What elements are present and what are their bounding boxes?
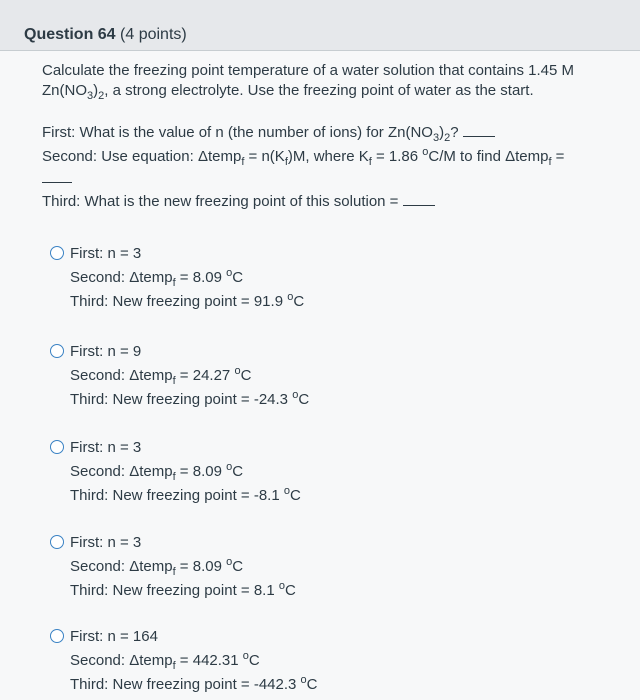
answer-4-third-sup: o: [278, 580, 285, 592]
prompt-sub-3: 3: [87, 90, 94, 102]
answer-3-second-a: Second: Δtemp: [70, 463, 173, 480]
second-sub-j: f: [548, 156, 552, 168]
answer-5-first: First: n = 164: [70, 628, 158, 645]
prompt-text-2a: Zn(NO: [42, 82, 87, 99]
first-instruction: [42, 123, 495, 143]
answer-4-third-c: C: [284, 582, 296, 599]
answer-1-third-c: C: [293, 293, 305, 310]
radio-unchecked-icon[interactable]: [50, 535, 64, 549]
question-points: (4 points): [120, 26, 187, 43]
answer-2-second: [70, 366, 251, 385]
answer-5-third-c: C: [306, 676, 318, 693]
question-title: [24, 26, 187, 44]
answer-option-3[interactable]: [50, 438, 610, 508]
answer-5-second: [70, 651, 260, 670]
answer-1-first: First: n = 3: [70, 245, 142, 262]
answer-option-5[interactable]: [50, 627, 610, 697]
answer-3-first: First: n = 3: [70, 439, 142, 456]
answer-1-second-e: C: [232, 269, 244, 286]
question-body: [0, 51, 640, 700]
answer-3-second-e: C: [232, 463, 244, 480]
third-blank: [403, 195, 435, 206]
second-text-i: C/M to find Δtemp: [428, 148, 549, 165]
answer-3-third-a: Third: New freezing point = -8.1: [70, 487, 284, 504]
answer-4-second-sub: f: [172, 566, 176, 578]
second-sup-h: o: [422, 146, 429, 158]
second-blank-line: [42, 169, 72, 189]
answer-1-second-a: Second: Δtemp: [70, 269, 173, 286]
first-sub-b: 3: [432, 132, 440, 144]
answer-2-third-a: Third: New freezing point = -24.3: [70, 391, 293, 408]
prompt-sub-2: 2: [98, 90, 105, 102]
answer-2-first: First: n = 9: [70, 343, 142, 360]
answer-5-second-sub: f: [172, 660, 176, 672]
prompt-text-2c: ): [93, 82, 99, 99]
answer-1-second-sub: f: [172, 277, 176, 289]
answer-5-second-a: Second: Δtemp: [70, 652, 173, 669]
first-blank: [463, 126, 495, 137]
second-text-c: = n(K: [244, 148, 285, 165]
answer-option-2[interactable]: [50, 342, 610, 412]
radio-unchecked-icon[interactable]: [50, 440, 64, 454]
answer-5-third: [70, 675, 318, 694]
answer-2-third-c: C: [298, 391, 310, 408]
question-number: Question 64: [24, 26, 116, 43]
answer-2-third: [70, 390, 309, 409]
answer-4-second-e: C: [232, 558, 244, 575]
second-sub-b: f: [241, 156, 245, 168]
answer-2-third-sup: o: [292, 389, 299, 401]
radio-unchecked-icon[interactable]: [50, 246, 64, 260]
answer-1-third-sup: o: [287, 291, 294, 303]
radio-unchecked-icon[interactable]: [50, 629, 64, 643]
answer-1-second-sup: o: [226, 267, 233, 279]
answer-4-first: First: n = 3: [70, 534, 142, 551]
second-sub-f: f: [368, 156, 372, 168]
first-text-e: ?: [450, 124, 459, 141]
second-sub-d: f: [284, 156, 288, 168]
second-text-a: Second: Use equation: Δtemp: [42, 148, 242, 165]
answer-1-third: [70, 292, 304, 311]
answer-2-second-e: C: [240, 367, 252, 384]
answer-2-second-sup: o: [234, 365, 241, 377]
second-text-e: )M, where K: [287, 148, 369, 165]
prompt-text-2e: , a strong electrolyte. Use the freezing point of water as the start.: [104, 82, 534, 99]
second-text-k: =: [551, 148, 565, 165]
answer-option-4[interactable]: [50, 533, 610, 603]
answer-4-second: [70, 557, 243, 576]
answer-5-second-sup: o: [242, 650, 249, 662]
answer-3-third-sup: o: [283, 485, 290, 497]
prompt-text-1: Calculate the freezing point temperature of a water solution that contains 1.45 M: [42, 62, 574, 79]
answer-3-third: [70, 486, 301, 505]
answer-1-third-a: Third: New freezing point = 91.9: [70, 293, 288, 310]
answer-2-second-c: = 24.27: [175, 367, 235, 384]
answer-5-second-c: = 442.31: [175, 652, 243, 669]
second-instruction: [42, 147, 564, 167]
question-prompt-line2: [42, 81, 534, 101]
answer-3-second-sub: f: [172, 471, 176, 483]
answer-5-third-sup: o: [300, 674, 307, 686]
answer-4-second-c: = 8.09: [175, 558, 227, 575]
second-blank: [42, 172, 72, 183]
third-text: Third: What is the new freezing point of this solution =: [42, 193, 399, 210]
answer-3-third-c: C: [289, 487, 301, 504]
answer-4-third-a: Third: New freezing point = 8.1: [70, 582, 279, 599]
third-instruction: [42, 192, 435, 212]
answer-4-third: [70, 581, 296, 600]
answer-3-second: [70, 462, 243, 481]
answer-2-second-a: Second: Δtemp: [70, 367, 173, 384]
answer-4-second-sup: o: [226, 556, 233, 568]
answer-option-1[interactable]: [50, 244, 610, 314]
question-prompt-line1: [42, 61, 574, 81]
answer-4-second-a: Second: Δtemp: [70, 558, 173, 575]
answer-3-second-c: = 8.09: [175, 463, 227, 480]
second-text-g: = 1.86: [371, 148, 423, 165]
answer-5-second-e: C: [248, 652, 260, 669]
radio-unchecked-icon[interactable]: [50, 344, 64, 358]
answer-2-second-sub: f: [172, 375, 176, 387]
answer-1-second-c: = 8.09: [175, 269, 227, 286]
first-text-a: First: What is the value of n (the number of ions) for Zn(NO: [42, 124, 433, 141]
answer-1-second: [70, 268, 243, 287]
first-text-c: ): [439, 124, 445, 141]
answer-3-second-sup: o: [226, 461, 233, 473]
question-header: [0, 0, 640, 51]
first-sub-d: 2: [444, 132, 451, 144]
answer-5-third-a: Third: New freezing point = -442.3: [70, 676, 301, 693]
